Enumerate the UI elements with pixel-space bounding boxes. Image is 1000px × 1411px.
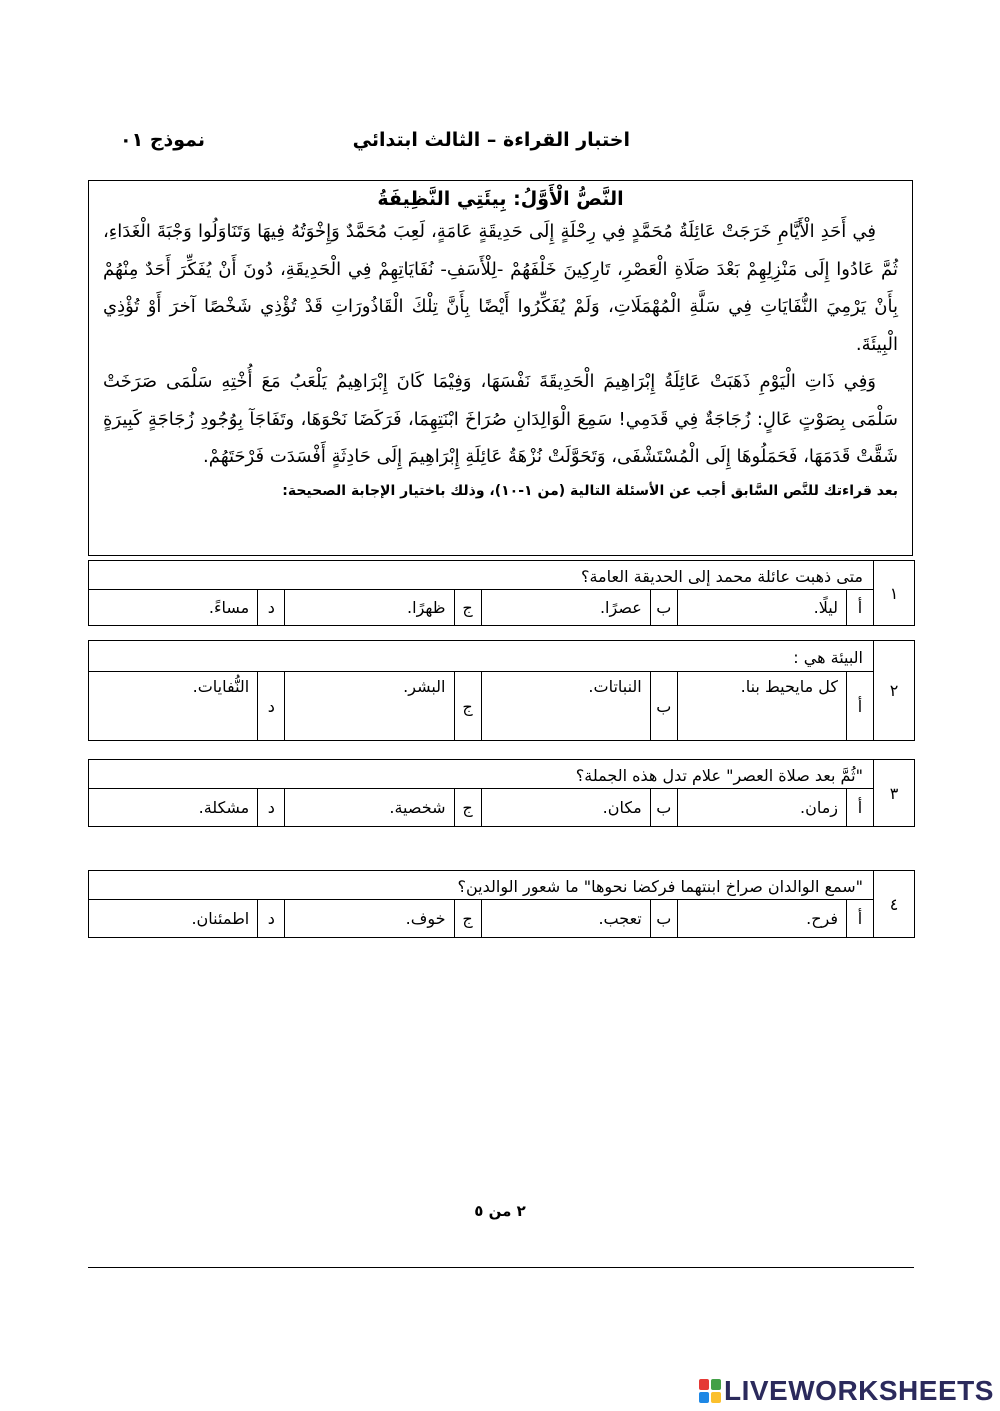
- option-letter: أ: [846, 590, 873, 625]
- option-a[interactable]: كل مايحيط بنا.: [677, 672, 846, 740]
- question-number: ٤: [873, 871, 914, 937]
- option-letter: ج: [454, 789, 481, 826]
- option-letter: ج: [454, 900, 481, 937]
- question-4: [88, 870, 915, 938]
- option-letter: د: [257, 900, 284, 937]
- option-b[interactable]: عصرًا.: [481, 590, 650, 625]
- option-letter: أ: [846, 672, 873, 740]
- question-stem: متى ذهبت عائلة محمد إلى الحديقة العامة؟: [89, 561, 873, 590]
- exam-title: اختبار القراءة – الثالث ابتدائي: [352, 129, 630, 151]
- option-d[interactable]: مساءً.: [208, 597, 250, 617]
- option-d[interactable]: اطمئنان.: [191, 908, 250, 928]
- option-letter: ب: [650, 590, 677, 625]
- question-number: ٣: [873, 760, 914, 826]
- option-letter: ج: [454, 672, 481, 740]
- question-2: [88, 640, 915, 741]
- option-b[interactable]: تعجب.: [481, 900, 650, 937]
- option-b[interactable]: مكان.: [481, 789, 650, 826]
- option-letter: د: [257, 672, 284, 740]
- question-stem: البيئة هي :: [89, 641, 873, 672]
- question-stem: "ثُمَّ بعد صلاة العصر" علام تدل هذه الجملة؟: [89, 760, 873, 789]
- option-c[interactable]: ظهرًا.: [284, 590, 453, 625]
- brand-name: LIVEWORKSHEETS: [724, 1375, 994, 1406]
- page-number: ٢ من ٥: [474, 1202, 526, 1220]
- option-letter: ج: [454, 590, 481, 625]
- reading-passage: [88, 180, 913, 556]
- option-letter: د: [257, 590, 284, 625]
- footer-divider: [88, 1267, 914, 1268]
- question-number: ٢: [873, 641, 914, 740]
- option-letter: ب: [650, 789, 677, 826]
- question-number: ١: [873, 561, 914, 625]
- question-1: [88, 560, 915, 626]
- question-stem: "سمع الوالدان صراخ ابنتهما فركضا نحوها" ما شعور الوالدين؟: [89, 871, 873, 900]
- option-letter: أ: [846, 789, 873, 826]
- option-letter: أ: [846, 900, 873, 937]
- option-c[interactable]: البشر.: [284, 672, 453, 740]
- question-3: [88, 759, 915, 827]
- option-d[interactable]: النُّفايات.: [192, 677, 250, 696]
- option-letter: ب: [650, 672, 677, 740]
- passage-paragraph-2: وَفِي ذَاتِ الْيَوْمِ ذَهَبَتْ عَائِلَةُ إِبْرَاهِيمَ الْحَدِيقَةَ نَفْسَهَا، وَفِيْمَا كَانَ إِبْرَاهِيمُ يَلْعَبُ مَعَ أُخْتِهِ سَلْمَى صَرَخَتْ سَلْمَى بِصَوْتٍ عَالٍ: زُجَاجَةٌ فِي قَدَمِي! سَمِعَ الْوَالِدَانِ صُرَاخَ ابْنَتِهِمَا، فَرَكَضَا نَحْوَهَا، وتَفَاجَآ بِوُجُودِ زُجَاجَةٍ كَبِيرَةٍ شَقَّتْ قَدَمَهَا، فَحَمَلُوهَا إِلَى الْمُسْتَشْفَى، وَتَحَوَّلَتْ نُزْهَةُ عَائِلَةِ إِبْرَاهِيمَ إِلَى حَادِثَةٍ أَفْسَدَت فَرْحَتَهُمْ.: [103, 371, 898, 467]
- option-b[interactable]: النباتات.: [481, 672, 650, 740]
- option-a[interactable]: زمان.: [677, 789, 846, 826]
- liveworksheets-logo-icon: [698, 1378, 722, 1404]
- option-letter: د: [257, 789, 284, 826]
- option-c[interactable]: خوف.: [284, 900, 453, 937]
- model-number: نموذج ٠١: [120, 129, 206, 151]
- passage-title: النَّصُّ الْأَوَّلُ: بِيئَتِي النَّظِيفَةُ: [377, 188, 624, 210]
- option-a[interactable]: فرح.: [677, 900, 846, 937]
- page-header: [120, 122, 630, 158]
- passage-paragraph-1: فِي أَحَدِ الْأَيَّامِ خَرَجَتْ عَائِلَةُ مُحَمَّدٍ فِي رِحْلَةٍ إِلَى حَدِيقَةٍ عَامَةٍ، لَعِبَ مُحَمَّدٌ وَإِخْوَتُهُ فِيهَا وَتَنَاوَلُوا وَجْبَةَ الْغَدَاءِ، ثُمَّ عَادُوا إِلَى مَنْزِلِهِمْ بَعْدَ صَلَاةِ الْعَصْرِ، تَارِكِينَ خَلْفَهُمْ -لِلْأَسَفِ- نُفَايَاتِهِمْ فِي الْحَدِيقَةِ، دُونَ أَنْ يُفَكِّرَ أَحَدٌ مِنْهُمْ بِأَنْ يَرْمِيَ النُّفَايَاتِ فِي سَلَّةِ الْمُهْمَلَاتِ، وَلَمْ يُفَكِّرُوا أَيْضًا بِأَنَّ تِلْكَ الْقَاذُورَاتِ قَدْ تُؤْذِي شَخْصًا آخرَ أَوْ تُؤْذِي الْبِيئَةَ.: [103, 221, 898, 355]
- option-d[interactable]: مشكلة.: [198, 797, 250, 817]
- brand-watermark: [698, 1376, 994, 1406]
- option-letter: ب: [650, 900, 677, 937]
- option-a[interactable]: ليلًا.: [677, 590, 846, 625]
- questions-instruction: بعد قراءتك للنَّص السَّابق أجب عن الأسئلة التالية (من ١-١٠)، وذلك باختيار الإجابة الصحيحة:: [282, 482, 898, 499]
- option-c[interactable]: شخصية.: [284, 789, 453, 826]
